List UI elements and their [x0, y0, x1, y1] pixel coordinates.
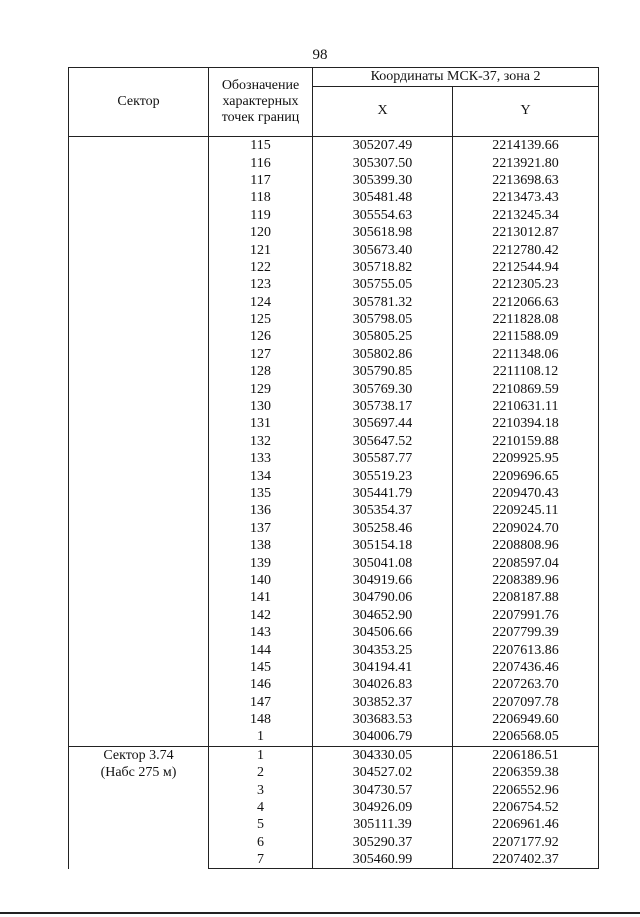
x-cell: 304194.41	[313, 659, 453, 676]
header-y: Y	[453, 86, 599, 136]
point-cell: 118	[209, 189, 313, 206]
header-point-line-3: точек границ	[221, 110, 300, 125]
x-cell: 304506.66	[313, 624, 453, 641]
table-row	[69, 137, 599, 155]
y-cell: 2207613.86	[453, 641, 599, 658]
x-cell: 305755.05	[313, 276, 453, 293]
x-cell: 305207.49	[313, 137, 453, 155]
x-cell: 304919.66	[313, 572, 453, 589]
y-cell: 2207263.70	[453, 676, 599, 693]
x-cell: 305805.25	[313, 328, 453, 345]
y-cell: 2211348.06	[453, 346, 599, 363]
point-cell: 130	[209, 398, 313, 415]
y-cell: 2210631.11	[453, 398, 599, 415]
x-cell: 303683.53	[313, 711, 453, 728]
x-cell: 305290.37	[313, 834, 453, 851]
point-cell: 117	[209, 172, 313, 189]
table-row	[69, 746, 599, 764]
y-cell: 2212780.42	[453, 241, 599, 258]
point-cell: 146	[209, 676, 313, 693]
y-cell: 2211828.08	[453, 311, 599, 328]
point-cell: 129	[209, 380, 313, 397]
header-point-line-1: Обозначение	[221, 78, 300, 93]
x-cell: 304926.09	[313, 799, 453, 816]
y-cell: 2210159.88	[453, 433, 599, 450]
y-cell: 2207177.92	[453, 834, 599, 851]
y-cell: 2213012.87	[453, 224, 599, 241]
y-cell: 2212544.94	[453, 259, 599, 276]
point-cell: 119	[209, 207, 313, 224]
point-cell: 139	[209, 554, 313, 571]
point-cell: 134	[209, 467, 313, 484]
x-cell: 305647.52	[313, 433, 453, 450]
x-cell: 304026.83	[313, 676, 453, 693]
point-cell: 142	[209, 607, 313, 624]
point-cell: 124	[209, 294, 313, 311]
y-cell: 2206359.38	[453, 764, 599, 781]
y-cell: 2208597.04	[453, 554, 599, 571]
point-cell: 137	[209, 520, 313, 537]
y-cell: 2209024.70	[453, 520, 599, 537]
point-cell: 126	[209, 328, 313, 345]
header-x: X	[313, 86, 453, 136]
x-cell: 305781.32	[313, 294, 453, 311]
x-cell: 305718.82	[313, 259, 453, 276]
point-cell: 4	[209, 799, 313, 816]
page-number: 98	[312, 47, 328, 63]
table-header	[69, 68, 599, 137]
point-cell: 127	[209, 346, 313, 363]
point-cell: 136	[209, 502, 313, 519]
x-cell: 304330.05	[313, 746, 453, 764]
point-cell: 3	[209, 781, 313, 798]
x-cell: 305460.99	[313, 851, 453, 869]
header-coordinates: Координаты МСК-37, зона 2	[313, 68, 599, 87]
point-cell: 140	[209, 572, 313, 589]
point-cell: 116	[209, 154, 313, 171]
y-cell: 2213921.80	[453, 154, 599, 171]
point-cell: 115	[209, 137, 313, 155]
x-cell: 305587.77	[313, 450, 453, 467]
y-cell: 2206754.52	[453, 799, 599, 816]
point-cell: 132	[209, 433, 313, 450]
point-cell: 122	[209, 259, 313, 276]
x-cell: 304790.06	[313, 589, 453, 606]
sector-elevation: (Набс 275 м)	[100, 764, 177, 780]
x-cell: 305802.86	[313, 346, 453, 363]
y-cell: 2207436.46	[453, 659, 599, 676]
x-cell: 305258.46	[313, 520, 453, 537]
y-cell: 2206186.51	[453, 746, 599, 764]
y-cell: 2214139.66	[453, 137, 599, 155]
y-cell: 2207402.37	[453, 851, 599, 869]
header-point-designation	[209, 68, 313, 137]
x-cell: 305798.05	[313, 311, 453, 328]
point-cell: 131	[209, 415, 313, 432]
y-cell: 2211108.12	[453, 363, 599, 380]
x-cell: 305738.17	[313, 398, 453, 415]
point-cell: 147	[209, 694, 313, 711]
x-cell: 305673.40	[313, 241, 453, 258]
x-cell: 305769.30	[313, 380, 453, 397]
point-cell: 6	[209, 834, 313, 851]
y-cell: 2206949.60	[453, 711, 599, 728]
point-cell: 148	[209, 711, 313, 728]
y-cell: 2210869.59	[453, 380, 599, 397]
x-cell: 304730.57	[313, 781, 453, 798]
x-cell: 305697.44	[313, 415, 453, 432]
point-cell: 7	[209, 851, 313, 869]
header-point-line-2: характерных	[222, 94, 299, 109]
y-cell: 2210394.18	[453, 415, 599, 432]
point-cell: 138	[209, 537, 313, 554]
point-cell: 144	[209, 641, 313, 658]
y-cell: 2208389.96	[453, 572, 599, 589]
x-cell: 305399.30	[313, 172, 453, 189]
header-sector: Сектор	[69, 68, 209, 137]
point-cell: 145	[209, 659, 313, 676]
point-cell: 143	[209, 624, 313, 641]
y-cell: 2213473.43	[453, 189, 599, 206]
y-cell: 2209245.11	[453, 502, 599, 519]
point-cell: 1	[209, 728, 313, 746]
y-cell: 2206961.46	[453, 816, 599, 833]
y-cell: 2213245.34	[453, 207, 599, 224]
point-cell: 1	[209, 746, 313, 764]
y-cell: 2212066.63	[453, 294, 599, 311]
x-cell: 305519.23	[313, 467, 453, 484]
point-cell: 120	[209, 224, 313, 241]
point-cell: 2	[209, 764, 313, 781]
y-cell: 2209925.95	[453, 450, 599, 467]
y-cell: 2213698.63	[453, 172, 599, 189]
x-cell: 305307.50	[313, 154, 453, 171]
x-cell: 305111.39	[313, 816, 453, 833]
point-cell: 123	[209, 276, 313, 293]
x-cell: 304353.25	[313, 641, 453, 658]
point-cell: 128	[209, 363, 313, 380]
x-cell: 305618.98	[313, 224, 453, 241]
x-cell: 305790.85	[313, 363, 453, 380]
point-cell: 121	[209, 241, 313, 258]
point-cell: 133	[209, 450, 313, 467]
y-cell: 2208808.96	[453, 537, 599, 554]
x-cell: 305441.79	[313, 485, 453, 502]
point-cell: 125	[209, 311, 313, 328]
y-cell: 2212305.23	[453, 276, 599, 293]
y-cell: 2211588.09	[453, 328, 599, 345]
y-cell: 2208187.88	[453, 589, 599, 606]
y-cell: 2209696.65	[453, 467, 599, 484]
y-cell: 2209470.43	[453, 485, 599, 502]
point-cell: 5	[209, 816, 313, 833]
x-cell: 304006.79	[313, 728, 453, 746]
x-cell: 304527.02	[313, 764, 453, 781]
page-bottom-border	[0, 912, 640, 914]
x-cell: 305481.48	[313, 189, 453, 206]
y-cell: 2207991.76	[453, 607, 599, 624]
point-cell: 141	[209, 589, 313, 606]
y-cell: 2207097.78	[453, 694, 599, 711]
sector-name: Сектор 3.74	[103, 747, 174, 763]
x-cell: 305154.18	[313, 537, 453, 554]
x-cell: 304652.90	[313, 607, 453, 624]
y-cell: 2206568.05	[453, 728, 599, 746]
table-body	[69, 137, 599, 869]
x-cell: 305041.08	[313, 554, 453, 571]
x-cell: 303852.37	[313, 694, 453, 711]
sector-cell	[69, 137, 209, 747]
x-cell: 305554.63	[313, 207, 453, 224]
sector-cell	[69, 746, 209, 869]
x-cell: 305354.37	[313, 502, 453, 519]
y-cell: 2207799.39	[453, 624, 599, 641]
point-cell: 135	[209, 485, 313, 502]
coordinates-table	[68, 67, 599, 869]
y-cell: 2206552.96	[453, 781, 599, 798]
